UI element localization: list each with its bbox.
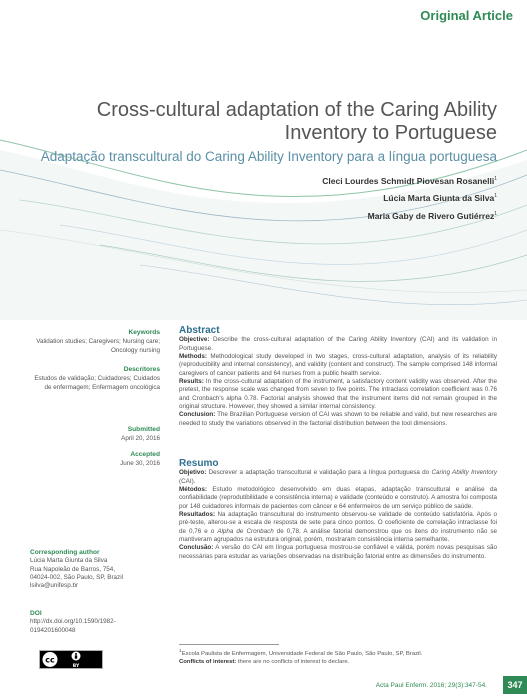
resumo-metodos: Métodos: Estudo metodológico desenvolvido em duas etapas, adaptação transcultural e análise da confiabilidade (reprodutibilidade e consistência interna) e validade (conteúdo e construto). A amostra foi composta por 148 cuidadores informais de pacientes com câncer e 64 enfermeiros de um serviço público de saúde. <box>179 486 497 510</box>
corresponding-heading: Corresponding author <box>30 549 100 556</box>
submitted-heading: Submitted <box>127 426 160 433</box>
article-subtitle: Adaptação transcultural do Caring Ability Inventory para a língua portuguesa <box>40 149 497 164</box>
resumo-objetivo: Objetivo: Descrever a adaptação transcultural e validação para a língua portuguesa do Caring Ability Inventory (CAI). <box>179 469 498 485</box>
keywords-text: Validation studies; Caregivers; Nursing care; Oncology nursing <box>36 338 160 354</box>
descritores-heading: Descritores <box>123 366 160 373</box>
resumo-resultados: Resultados: Na adaptação transcultural do instrumento observou-se validade de conteúdo satisfatória. Após o pré-teste, alterou-se a escala de resposta de sete para cinco pontos. O coeficiente de correlação intraclasse foi de 0,76 e o Alpha de Cronbach de 0,78. A análise fatorial demonstrou que os itens do instrumento não se mantiveram agrupados na estrutura original, porém, mostraram consistência interna semelhante. <box>179 511 497 544</box>
svg-text:cc: cc <box>45 655 55 665</box>
journal-citation: Acta Paul Enferm. 2016; 29(3):347-54. <box>375 682 487 689</box>
corresponding-line: Lúcia Marta Giunta da Silva <box>30 557 108 565</box>
accepted-date: June 30, 2016 <box>120 460 160 468</box>
svg-text:BY: BY <box>72 664 80 669</box>
footnotes <box>179 648 497 666</box>
corresponding-email: lsilva@unifesp.br <box>30 582 79 590</box>
abstract-results: Results: In the cross-cultural adaptation of the instrument, a satisfactory content validity was observed. After the pretest, the response scale was changed from seven to five points. The intraclass correlation coefficient was 0.76 and Cronbach's alpha 0.78. Factorial analysis showed that the instrument items did not remain grouped in the original structure. However, they showed a similar internal consistency. <box>179 378 497 411</box>
article-title: Cross-cultural adaptation of the Caring Ability Inventory to Portuguese <box>96 99 497 144</box>
affiliation-footnote: $^1$Escola Paulista de Enfermagem, Universidade Federal de São Paulo, São Paulo, SP, Brazil. <box>179 649 423 657</box>
abstract-section <box>179 327 497 428</box>
doi-heading: DOI <box>30 610 42 617</box>
accepted-heading: Accepted <box>130 451 160 458</box>
abstract-conclusion: Conclusion: The Brazilian Portuguese version of CAI was shown to be reliable and valid, but new researches are needed to study the variations observed in the factorial distribution between the tool dimensions. <box>179 411 497 427</box>
descritores-text: Estudos de validação; Cuidadores; Cuidados de enfermagem; Enfermagem oncológica <box>34 375 160 391</box>
keywords-block <box>30 329 160 355</box>
doi-link-cont[interactable]: 0194201600048 <box>30 626 76 634</box>
abstract-objective: Objective: Describe the cross-cultural adaptation of the Caring Ability Inventory (CAI) and its validation in Portuguese. <box>179 336 497 352</box>
resumo-conclusao: Conclusão: A versão do CAI em língua portuguesa mostrou-se confiável e válida, porém novas pesquisas são necessárias para estudar as variações observadas na distribuição fatorial entre as dimensões do instrumento. <box>179 544 497 560</box>
footnote-divider <box>179 644 279 645</box>
author-name: Maria Gaby de Rivero Gutiérrez$^1$ <box>367 210 497 221</box>
submitted-date: April 20, 2016 <box>121 435 160 443</box>
submitted-block <box>30 426 160 444</box>
cc-by-license-icon <box>39 650 103 669</box>
author-name: Cleci Lourdes Schmidt Piovesan Rosanelli$^1$ <box>322 175 497 186</box>
author-list <box>322 172 497 224</box>
keywords-heading: Keywords <box>128 329 160 336</box>
resumo-section <box>179 460 497 561</box>
descritores-block <box>30 366 160 392</box>
doi-block <box>30 610 160 635</box>
accepted-block <box>30 451 160 469</box>
page-number: 347 <box>503 676 527 694</box>
corresponding-author-block <box>30 549 160 590</box>
doi-link[interactable]: http://dx.doi.org/10.1590/1982- <box>30 618 116 626</box>
conflicts-footnote: Conflicts of interest: there are no conflicts of interest to declare. <box>179 658 350 665</box>
corresponding-line: 04024-002, São Paulo, SP, Brazil <box>30 573 124 581</box>
section-label: Original Article <box>420 8 513 23</box>
author-name: Lúcia Marta Giunta da Silva$^1$ <box>383 193 497 204</box>
corresponding-line: Rua Napoleão de Barros, 754, <box>30 565 116 573</box>
abstract-methods: Methods: Methodological study developed in two stages, cross-cultural adaptation, analysis of its reliability (reproducibility and internal consistency), and validity (content and construct). The sample comprised 148 informal caregivers of cancer patients and 64 nurses from a public health service. <box>179 353 497 377</box>
abstract-heading: Abstract <box>179 325 220 336</box>
resumo-heading: Resumo <box>179 458 219 469</box>
